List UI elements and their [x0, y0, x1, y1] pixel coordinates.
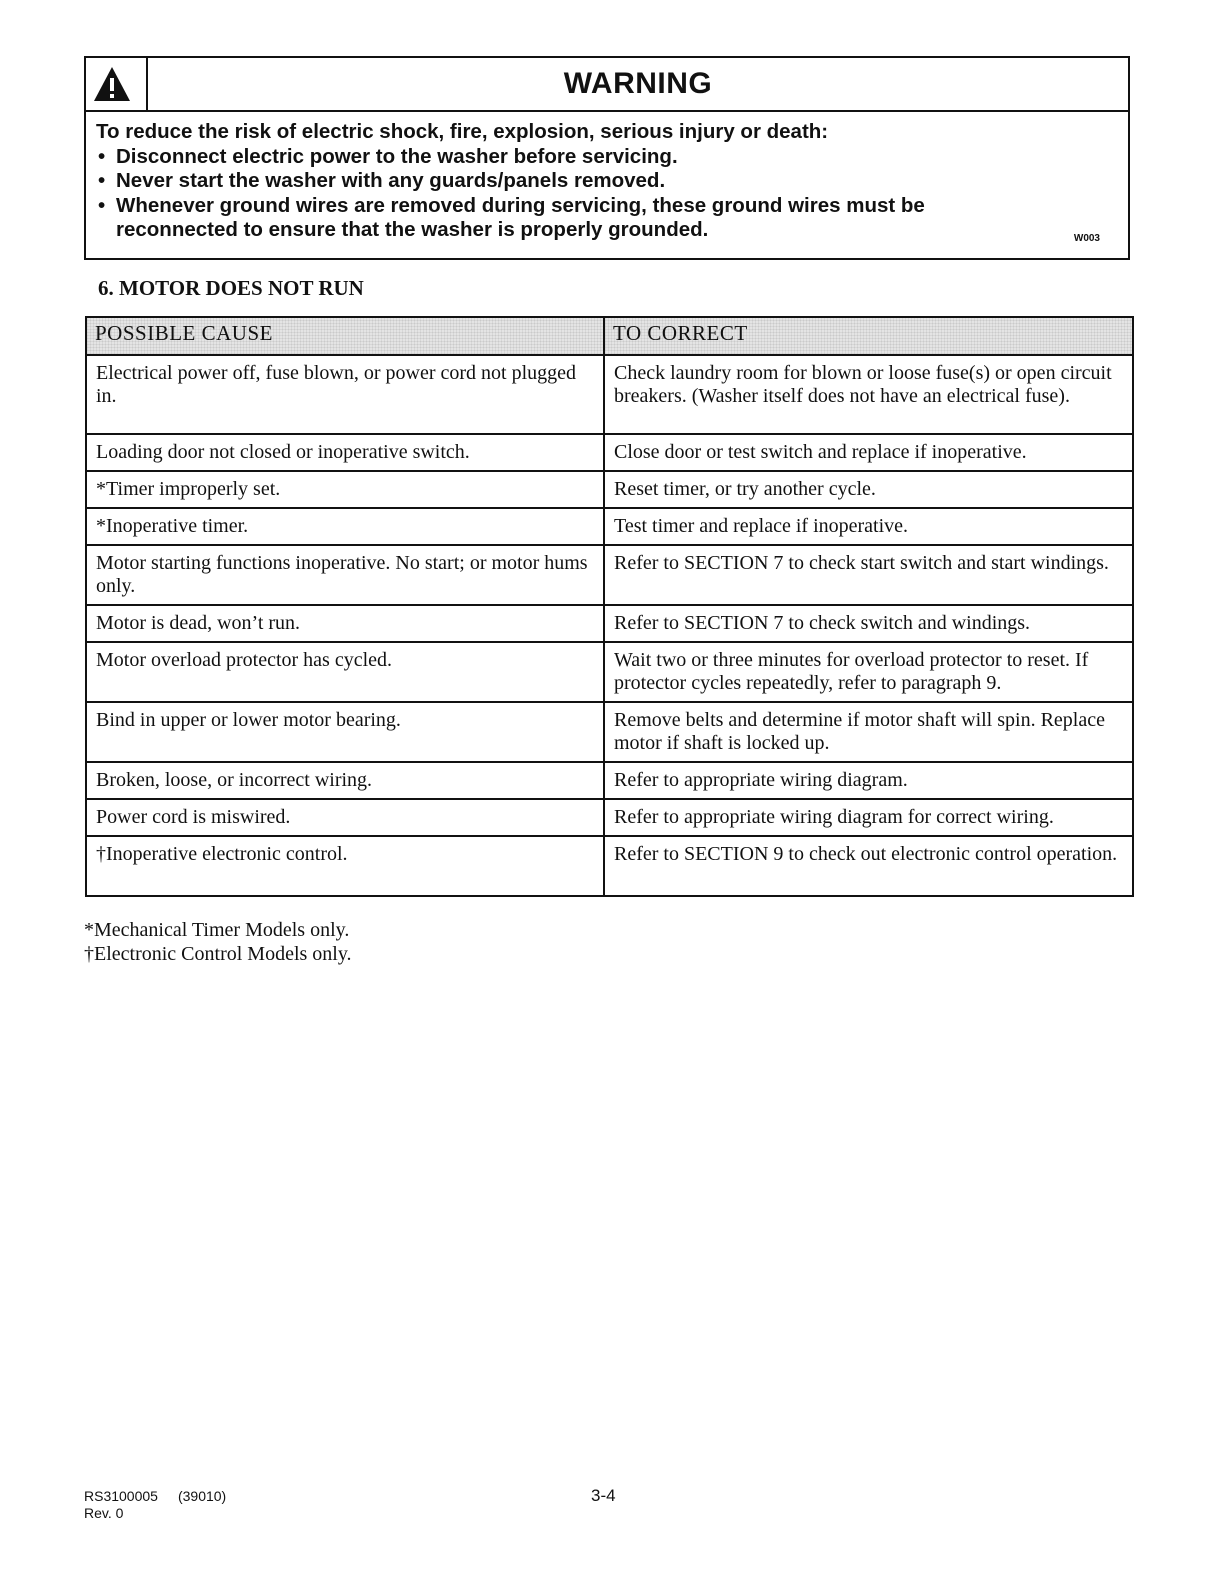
warning-bullet: • Whenever ground wires are removed during servicing, these ground wires must be reconnected to ensure that the washer is properly grounded.: [96, 194, 1118, 243]
correct-cell: Refer to appropriate wiring diagram for correct wiring.: [604, 799, 1133, 836]
correct-cell: Close door or test switch and replace if inoperative.: [604, 434, 1133, 471]
part-number: (39010): [177, 1488, 227, 1504]
table-row: [86, 434, 1133, 471]
cause-cell: Motor is dead, won’t run.: [86, 605, 604, 642]
table-row: [86, 702, 1133, 762]
cause-cell: Motor overload protector has cycled.: [86, 642, 604, 702]
section-title: 6. MOTOR DOES NOT RUN: [98, 276, 364, 300]
table-row: [86, 355, 1133, 434]
warning-box: [84, 56, 1130, 260]
page-number: 3-4: [591, 1486, 616, 1505]
cause-cell: Loading door not closed or inoperative switch.: [86, 434, 604, 471]
warning-title: WARNING: [563, 67, 713, 100]
cause-cell: *Inoperative timer.: [86, 508, 604, 545]
table-header-row: [86, 317, 1133, 355]
correct-cell: Refer to SECTION 7 to check switch and windings.: [604, 605, 1133, 642]
warning-header: [86, 58, 1128, 112]
troubleshooting-table: [85, 316, 1134, 897]
footnote-mechanical: *Mechanical Timer Models only.: [84, 919, 350, 941]
cause-cell: Power cord is miswired.: [86, 799, 604, 836]
document-id-block: [84, 1488, 226, 1522]
table-row: [86, 545, 1133, 605]
column-header-possible-cause: POSSIBLE CAUSE: [86, 317, 604, 355]
revision: Rev. 0: [84, 1505, 124, 1521]
warning-triangle-icon: [92, 64, 132, 104]
table-row: [86, 762, 1133, 799]
cause-cell: Broken, loose, or incorrect wiring.: [86, 762, 604, 799]
correct-cell: Refer to SECTION 7 to check start switch and start windings.: [604, 545, 1133, 605]
table-row: [86, 642, 1133, 702]
cause-cell: Motor starting functions inoperative. No start; or motor hums only.: [86, 545, 604, 605]
correct-cell: Check laundry room for blown or loose fuse(s) or open circuit breakers. (Washer itself does not have an electrical fuse).: [604, 355, 1133, 434]
cause-cell: *Timer improperly set.: [86, 471, 604, 508]
correct-cell: Test timer and replace if inoperative.: [604, 508, 1133, 545]
warning-icon-cell: [86, 58, 148, 110]
table-row: [86, 508, 1133, 545]
correct-cell: Refer to SECTION 9 to check out electronic control operation.: [604, 836, 1133, 896]
warning-bullet-list: [96, 145, 1118, 243]
warning-body: [96, 120, 1118, 243]
footnotes: [84, 918, 352, 966]
correct-cell: Refer to appropriate wiring diagram.: [604, 762, 1133, 799]
correct-cell: Remove belts and determine if motor shaft will spin. Replace motor if shaft is locked up.: [604, 702, 1133, 762]
doc-number-line: [84, 1488, 226, 1505]
column-header-to-correct: TO CORRECT: [604, 317, 1133, 355]
table-row: [86, 471, 1133, 508]
correct-cell: Reset timer, or try another cycle.: [604, 471, 1133, 508]
doc-number: RS3100005: [84, 1488, 158, 1504]
table-row: [86, 799, 1133, 836]
warning-code: W003: [1073, 233, 1100, 244]
table-row: [86, 836, 1133, 896]
cause-cell: Electrical power off, fuse blown, or power cord not plugged in.: [86, 355, 604, 434]
table-row: [86, 605, 1133, 642]
warning-intro: To reduce the risk of electric shock, fire, explosion, serious injury or death:: [96, 120, 829, 143]
warning-bullet: • Disconnect electric power to the washer before servicing.: [96, 145, 1118, 170]
cause-cell: †Inoperative electronic control.: [86, 836, 604, 896]
warning-bullet: • Never start the washer with any guards/panels removed.: [96, 169, 1118, 194]
cause-cell: Bind in upper or lower motor bearing.: [86, 702, 604, 762]
footnote-electronic: †Electronic Control Models only.: [84, 943, 352, 965]
correct-cell: Wait two or three minutes for overload protector to reset. If protector cycles repeatedly, refer to paragraph 9.: [604, 642, 1133, 702]
